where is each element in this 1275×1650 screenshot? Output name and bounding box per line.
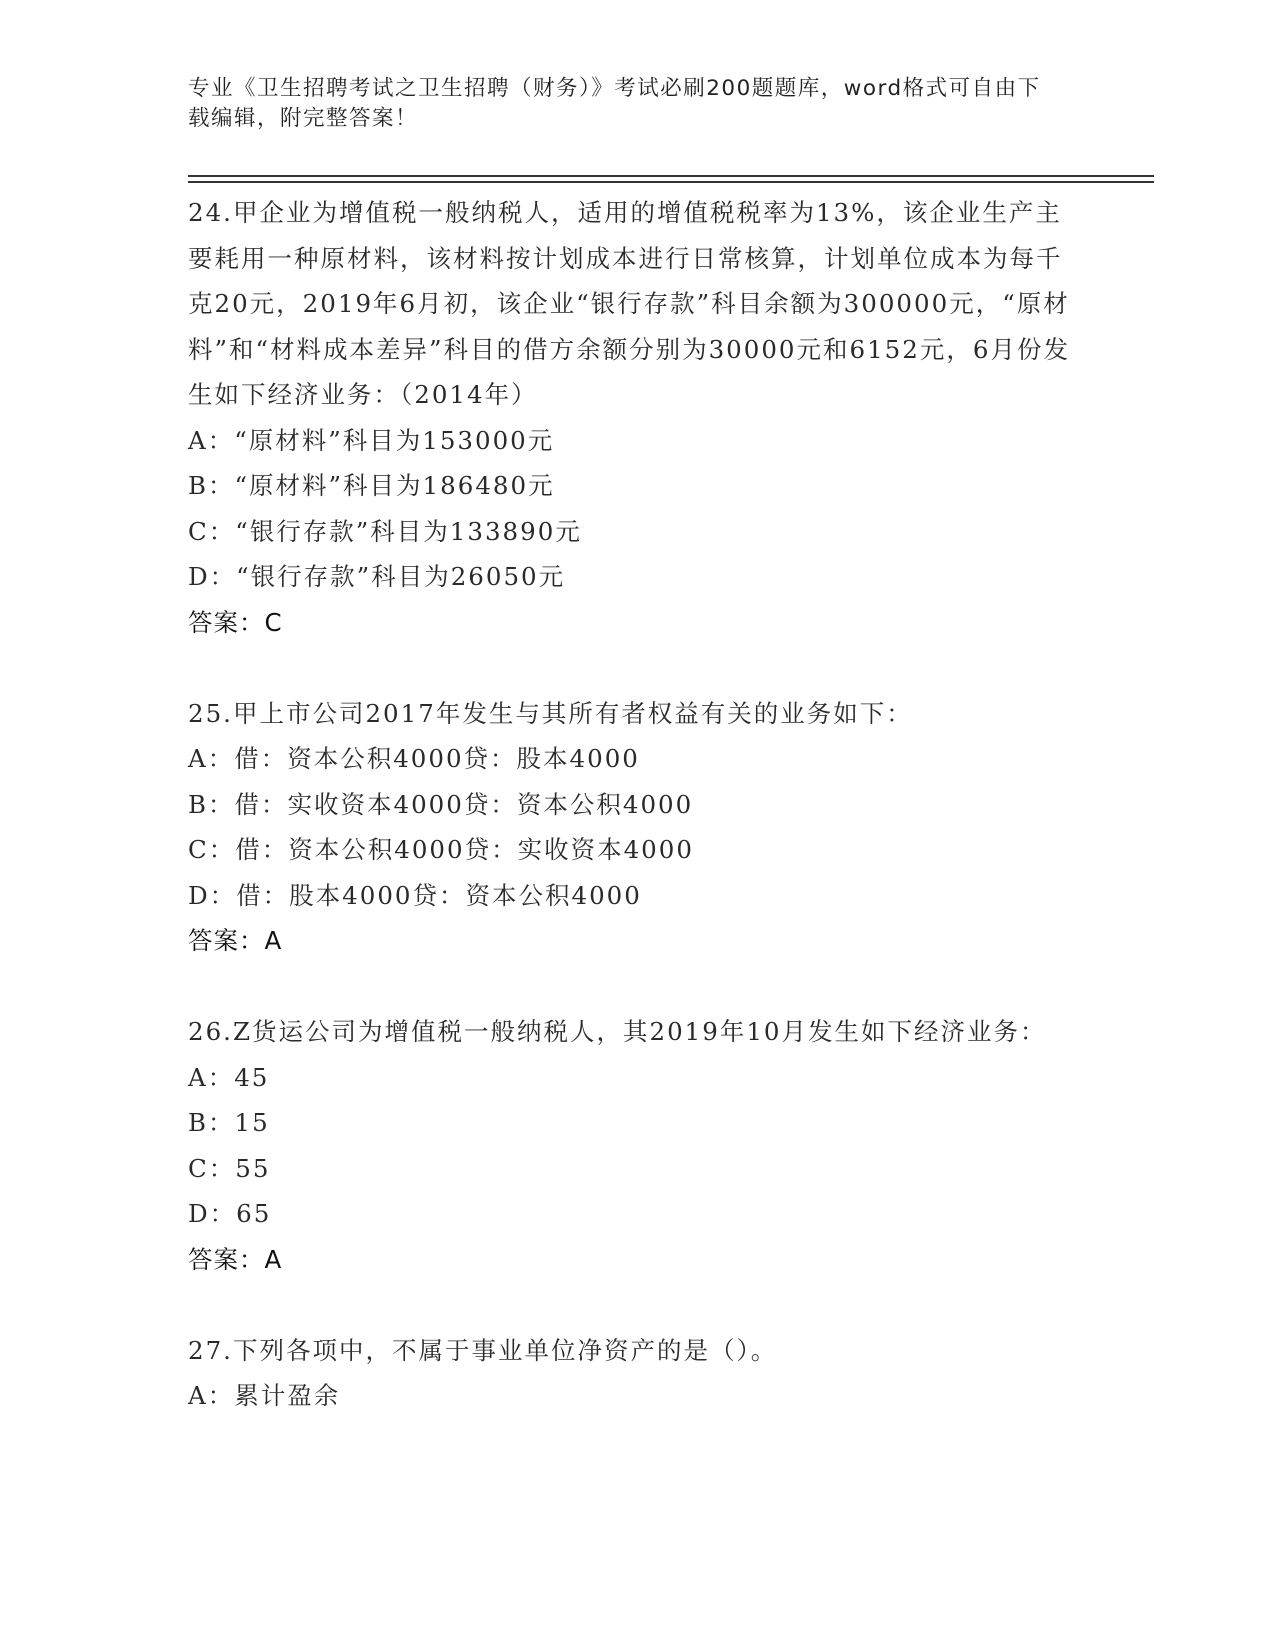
- option-d: D：借：股本4000贷：资本公积4000: [188, 880, 642, 910]
- option-b: B：15: [188, 1108, 270, 1137]
- question-stem: 27.下列各项中，不属于事业单位净资产的是（）。: [188, 1335, 778, 1365]
- header-divider-bottom: [188, 181, 1154, 183]
- option-b: B：借：实收资本4000贷：资本公积4000: [188, 789, 694, 819]
- question-25: [188, 691, 1088, 964]
- document-header: 专业《卫生招聘考试之卫生招聘（财务）》考试必刷200题题库，word格式可自由下载编辑，附完整答案！: [188, 76, 1041, 131]
- option-d: D：“银行存款”科目为26050元: [188, 562, 566, 591]
- question-26: [188, 1009, 1088, 1282]
- option-a: A：累计盈余: [188, 1381, 341, 1410]
- answer-line: 答案：A: [188, 926, 283, 955]
- question-stem: 25.甲上市公司2017年发生与其所有者权益有关的业务如下：: [188, 698, 913, 728]
- header-divider-top: [188, 175, 1154, 177]
- option-c: C：55: [188, 1153, 271, 1183]
- spacer: [188, 645, 1088, 691]
- option-b: B：“原材料”科目为186480元: [188, 471, 555, 500]
- answer-line: 答案：A: [188, 1244, 283, 1274]
- answer-line: 答案：C: [188, 607, 283, 637]
- option-c: C：“银行存款”科目为133890元: [188, 516, 582, 546]
- option-c: C：借：资本公积4000贷：实收资本4000: [188, 835, 694, 864]
- question-24: [188, 190, 1088, 645]
- spacer: [188, 964, 1088, 1010]
- question-stem: 26.Z货运公司为增值税一般纳税人，其2019年10月发生如下经济业务：: [188, 1017, 1047, 1046]
- spacer: [188, 1282, 1088, 1328]
- question-list: [188, 190, 1088, 1419]
- option-a: A：“原材料”科目为153000元: [188, 425, 555, 455]
- option-a: A：借：资本公积4000贷：股本4000: [188, 744, 640, 773]
- question-27: [188, 1328, 1088, 1419]
- option-d: D：65: [188, 1199, 272, 1228]
- option-a: A：45: [188, 1062, 270, 1092]
- question-stem: 24.甲企业为增值税一般纳税人，适用的增值税税率为13%，该企业生产主要耗用一种原材料，该材料按计划成本进行日常核算，计划单位成本为每千克20元，2019年6月初，该企业“银行存款”科目余额为300000元，“原材料”和“材料成本差异”科目的借方余额分别为30000元和6152元，6月份发生如下经济业务：（2014年）: [188, 198, 1070, 409]
